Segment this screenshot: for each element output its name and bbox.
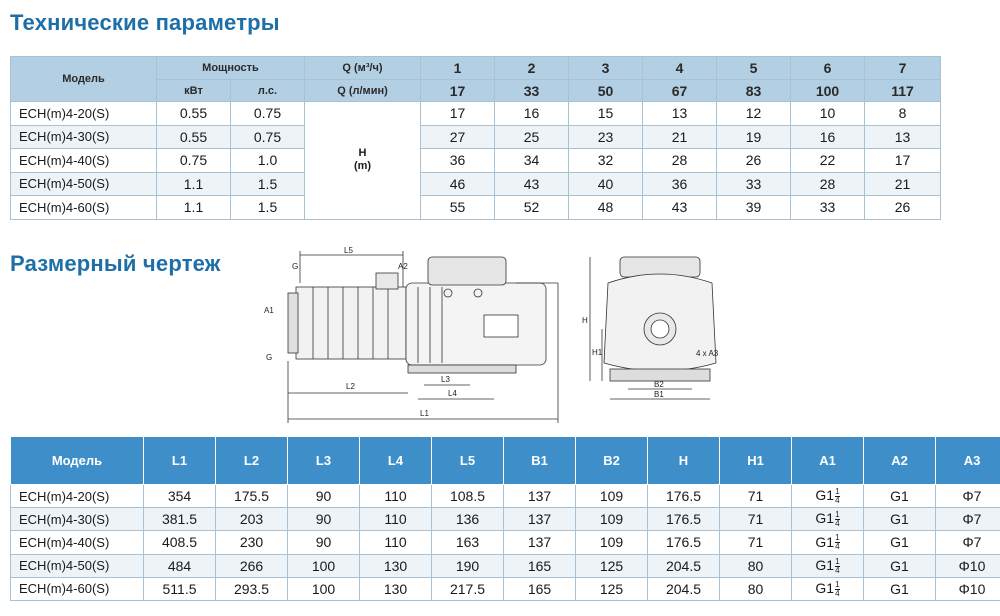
label-a2: A2 (398, 262, 408, 271)
a1-fraction (835, 558, 839, 575)
dim-a3-cell: Φ7 (936, 485, 1000, 508)
head-value-cell: 39 (717, 196, 791, 220)
section-title-drawing: Размерный чертеж (10, 251, 221, 276)
a1-denominator: 4 (835, 542, 840, 552)
header-a2: A2 (864, 437, 936, 485)
dim-a3-cell: Φ10 (936, 554, 1000, 577)
table-row (11, 508, 1000, 531)
q-lmin-cell: 67 (643, 80, 717, 102)
table-row (11, 485, 1000, 508)
header-l4: L4 (360, 437, 432, 485)
dim-b2-cell: 125 (576, 577, 648, 600)
a1-fraction (835, 511, 839, 528)
a1-denominator: 4 (835, 519, 840, 529)
head-value-cell: 17 (421, 102, 495, 126)
head-value-cell: 36 (421, 149, 495, 173)
dim-l2-cell: 230 (216, 531, 288, 554)
label-l2: L2 (346, 382, 355, 391)
dim-l4-cell: 130 (360, 554, 432, 577)
dimensions-table (10, 436, 1000, 601)
header-l3: L3 (288, 437, 360, 485)
hp-cell: 1.5 (231, 172, 305, 196)
dim-l3-cell: 100 (288, 554, 360, 577)
header-a3: A3 (936, 437, 1000, 485)
dim-l5-cell: 108.5 (432, 485, 504, 508)
head-value-cell: 21 (865, 172, 941, 196)
head-value-cell: 48 (569, 196, 643, 220)
head-value-cell: 55 (421, 196, 495, 220)
a1-numerator: 1 (835, 486, 840, 496)
a1-fraction (835, 534, 839, 551)
model-cell: ECH(m)4-30(S) (11, 508, 144, 531)
head-value-cell: 23 (569, 125, 643, 149)
dim-l4-cell: 110 (360, 485, 432, 508)
dim-l1-cell: 354 (144, 485, 216, 508)
dimension-drawing (258, 243, 740, 428)
dim-b1-cell: 137 (504, 485, 576, 508)
q-lmin-header: Q (л/мин) (305, 80, 421, 102)
dim-a1-cell (792, 577, 864, 600)
label-a1: A1 (264, 306, 274, 315)
a1-numerator: 1 (835, 510, 840, 520)
label-h1: H1 (592, 348, 603, 357)
kw-cell: 1.1 (157, 196, 231, 220)
dim-l1-cell: 511.5 (144, 577, 216, 600)
head-value-cell: 21 (643, 125, 717, 149)
kw-cell: 0.55 (157, 125, 231, 149)
head-value-cell: 33 (717, 172, 791, 196)
label-h: H (582, 316, 588, 325)
header-model: Модель (11, 437, 144, 485)
dim-l5-cell: 190 (432, 554, 504, 577)
header-b2: B2 (576, 437, 648, 485)
dim-l5-cell: 136 (432, 508, 504, 531)
a1-fraction (835, 488, 839, 505)
dim-a2-cell: G1 (864, 577, 936, 600)
table-row (11, 554, 1000, 577)
head-value-cell: 25 (495, 125, 569, 149)
head-value-cell: 36 (643, 172, 717, 196)
kw-header: кВт (157, 80, 231, 102)
head-value-cell: 28 (791, 172, 865, 196)
dim-b2-cell: 109 (576, 485, 648, 508)
table-row (11, 196, 941, 220)
head-value-cell: 17 (865, 149, 941, 173)
model-cell: ECH(m)4-20(S) (11, 102, 157, 126)
head-value-cell: 19 (717, 125, 791, 149)
table-header-row (11, 57, 941, 80)
tech-params-table (10, 56, 941, 220)
dim-a1-cell (792, 508, 864, 531)
head-value-cell: 13 (643, 102, 717, 126)
dim-l5-cell: 217.5 (432, 577, 504, 600)
dim-b1-cell: 137 (504, 508, 576, 531)
q-m3-cell: 5 (717, 57, 791, 80)
label-l3: L3 (441, 375, 450, 384)
dim-a3-cell: Φ7 (936, 531, 1000, 554)
q-m3-cell: 1 (421, 57, 495, 80)
q-lmin-cell: 117 (865, 80, 941, 102)
dim-a2-cell: G1 (864, 554, 936, 577)
dim-l1-cell: 408.5 (144, 531, 216, 554)
dim-a3-cell: Φ7 (936, 508, 1000, 531)
header-l1: L1 (144, 437, 216, 485)
label-l5: L5 (344, 246, 353, 255)
dim-a1-cell (792, 554, 864, 577)
kw-cell: 0.55 (157, 102, 231, 126)
dim-l4-cell: 130 (360, 577, 432, 600)
dim-b1-cell: 165 (504, 577, 576, 600)
dim-b2-cell: 109 (576, 531, 648, 554)
q-m3-cell: 4 (643, 57, 717, 80)
head-value-cell: 32 (569, 149, 643, 173)
power-header: Мощность (157, 57, 305, 80)
a1-base: G1 (815, 556, 835, 573)
dim-l4-cell: 110 (360, 508, 432, 531)
a1-denominator: 4 (835, 495, 840, 505)
dim-a2-cell: G1 (864, 485, 936, 508)
a1-numerator: 1 (835, 533, 840, 543)
label-g-bottom: G (266, 353, 273, 362)
table-row (11, 172, 941, 196)
dim-h-cell: 176.5 (648, 485, 720, 508)
a1-base: G1 (815, 510, 835, 527)
label-l1: L1 (420, 409, 429, 418)
head-value-cell: 16 (495, 102, 569, 126)
dim-h-cell: 176.5 (648, 531, 720, 554)
model-cell: ECH(m)4-40(S) (11, 531, 144, 554)
label-b2: B2 (654, 380, 664, 389)
table-row (11, 577, 1000, 600)
head-unit: (m) (353, 160, 372, 173)
a1-denominator: 4 (835, 588, 840, 598)
dim-a2-cell: G1 (864, 531, 936, 554)
a1-numerator: 1 (835, 556, 840, 566)
head-label-cell (305, 102, 421, 220)
dim-l1-cell: 484 (144, 554, 216, 577)
head-value-cell: 28 (643, 149, 717, 173)
header-h1: H1 (720, 437, 792, 485)
dim-l2-cell: 266 (216, 554, 288, 577)
dim-a2-cell: G1 (864, 508, 936, 531)
label-a3: 4 x A3 (696, 349, 719, 358)
header-a1: A1 (792, 437, 864, 485)
head-value-cell: 33 (791, 196, 865, 220)
dim-l3-cell: 90 (288, 508, 360, 531)
pump-end-view (590, 257, 716, 399)
head-value-cell: 22 (791, 149, 865, 173)
dim-l2-cell: 175.5 (216, 485, 288, 508)
dim-l3-cell: 90 (288, 531, 360, 554)
head-value-cell: 26 (717, 149, 791, 173)
hp-cell: 1.5 (231, 196, 305, 220)
model-cell: ECH(m)4-60(S) (11, 577, 144, 600)
a1-base: G1 (815, 533, 835, 550)
q-m3-cell: 3 (569, 57, 643, 80)
dim-h-cell: 176.5 (648, 508, 720, 531)
q-lmin-cell: 83 (717, 80, 791, 102)
dim-h1-cell: 71 (720, 531, 792, 554)
dim-b2-cell: 109 (576, 508, 648, 531)
head-value-cell: 43 (495, 172, 569, 196)
head-label: H (358, 147, 367, 160)
a1-fraction (835, 581, 839, 598)
model-cell: ECH(m)4-30(S) (11, 125, 157, 149)
q-m3-cell: 6 (791, 57, 865, 80)
kw-cell: 1.1 (157, 172, 231, 196)
dim-l1-cell: 381.5 (144, 508, 216, 531)
label-l4: L4 (448, 389, 457, 398)
q-m3-cell: 2 (495, 57, 569, 80)
model-cell: ECH(m)4-50(S) (11, 554, 144, 577)
head-value-cell: 46 (421, 172, 495, 196)
dim-l2-cell: 293.5 (216, 577, 288, 600)
header-l5: L5 (432, 437, 504, 485)
label-g-top: G (292, 262, 299, 271)
head-value-cell: 26 (865, 196, 941, 220)
hp-cell: 1.0 (231, 149, 305, 173)
dim-a1-cell (792, 485, 864, 508)
model-cell: ECH(m)4-20(S) (11, 485, 144, 508)
dim-a3-cell: Φ10 (936, 577, 1000, 600)
a1-base: G1 (815, 487, 835, 504)
hp-cell: 0.75 (231, 125, 305, 149)
pump-side-view (288, 251, 558, 423)
kw-cell: 0.75 (157, 149, 231, 173)
a1-denominator: 4 (835, 565, 840, 575)
dim-h1-cell: 71 (720, 485, 792, 508)
a1-numerator: 1 (835, 579, 840, 589)
head-value-cell: 52 (495, 196, 569, 220)
dim-l3-cell: 90 (288, 485, 360, 508)
head-value-cell: 43 (643, 196, 717, 220)
pump-drawing-svg (258, 243, 740, 428)
q-lmin-cell: 17 (421, 80, 495, 102)
dim-h1-cell: 80 (720, 554, 792, 577)
dim-h1-cell: 80 (720, 577, 792, 600)
hp-cell: 0.75 (231, 102, 305, 126)
dim-h-cell: 204.5 (648, 554, 720, 577)
head-value-cell: 15 (569, 102, 643, 126)
hp-header: л.с. (231, 80, 305, 102)
head-value-cell: 27 (421, 125, 495, 149)
dim-l2-cell: 203 (216, 508, 288, 531)
model-cell: ECH(m)4-40(S) (11, 149, 157, 173)
head-value-cell: 8 (865, 102, 941, 126)
dim-h-cell: 204.5 (648, 577, 720, 600)
dim-a1-cell (792, 531, 864, 554)
q-m3-header: Q (м³/ч) (305, 57, 421, 80)
dim-h1-cell: 71 (720, 508, 792, 531)
head-value-cell: 12 (717, 102, 791, 126)
q-lmin-cell: 33 (495, 80, 569, 102)
label-b1: B1 (654, 390, 664, 399)
q-lmin-cell: 50 (569, 80, 643, 102)
model-header: Модель (11, 57, 157, 102)
model-cell: ECH(m)4-50(S) (11, 172, 157, 196)
head-value-cell: 34 (495, 149, 569, 173)
q-m3-cell: 7 (865, 57, 941, 80)
dim-l5-cell: 163 (432, 531, 504, 554)
table-row (11, 125, 941, 149)
table-row (11, 149, 941, 173)
header-l2: L2 (216, 437, 288, 485)
q-lmin-cell: 100 (791, 80, 865, 102)
dim-b2-cell: 125 (576, 554, 648, 577)
table-header-row (11, 437, 1000, 485)
model-cell: ECH(m)4-60(S) (11, 196, 157, 220)
head-value-cell: 13 (865, 125, 941, 149)
head-value-cell: 40 (569, 172, 643, 196)
dim-b1-cell: 137 (504, 531, 576, 554)
header-b1: B1 (504, 437, 576, 485)
table-row (11, 531, 1000, 554)
dim-l4-cell: 110 (360, 531, 432, 554)
dim-l3-cell: 100 (288, 577, 360, 600)
table-row (11, 102, 941, 126)
dim-b1-cell: 165 (504, 554, 576, 577)
head-value-cell: 10 (791, 102, 865, 126)
head-value-cell: 16 (791, 125, 865, 149)
section-title-tech-params: Технические параметры (10, 10, 280, 35)
header-h: H (648, 437, 720, 485)
a1-base: G1 (815, 579, 835, 596)
